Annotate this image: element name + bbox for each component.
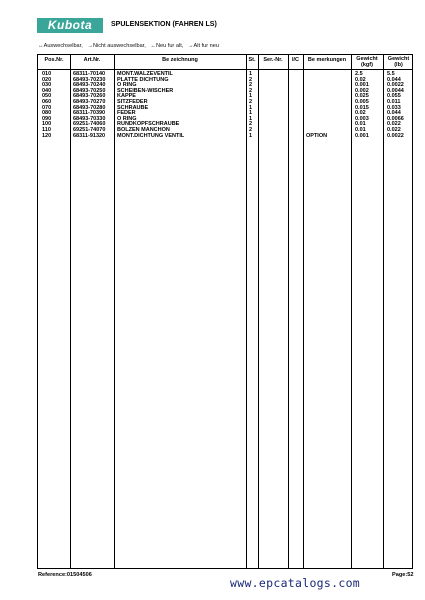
quantity-cell: 1 (249, 93, 253, 100)
quantity-cell: 2 (249, 82, 253, 89)
column-divider (303, 55, 304, 568)
weight-kgf-cell: 2.5 (355, 71, 363, 77)
bezeichnung-cell: MONT.WALZEVENTIL (117, 71, 173, 77)
legend-old-for-new: →Alt fur neu (187, 43, 219, 49)
art-nr-cell: 68311-91320 (73, 132, 106, 139)
page-number: Page:52 (392, 572, 414, 578)
weight-lb-cell: 5.5 (387, 71, 395, 77)
column-divider (258, 55, 259, 568)
quantity-cell: 2 (249, 76, 253, 83)
art-nr-cell: 68493-70270 (73, 99, 106, 105)
header-ic: I/C (291, 57, 300, 63)
quantity-cell: 2 (249, 99, 253, 105)
quantity-cell: 1 (249, 132, 253, 139)
header-gewicht-kgf-line2: (kgf) (361, 62, 373, 68)
weight-kgf-cell: 0.001 (355, 132, 369, 139)
pos-nr-cell: 100 (42, 121, 52, 128)
quantity-cell: 2 (249, 121, 253, 128)
column-divider (70, 55, 71, 568)
weight-lb-cell: 0.0044 (387, 87, 404, 94)
bezeichnung-cell: SCHEIBEN-WISCHER (117, 87, 174, 94)
art-nr-cell: 68493-70330 (73, 115, 106, 122)
quantity-cell: 1 (249, 110, 253, 117)
header-ser-nr: Ser.-Nr. (263, 57, 283, 63)
quantity-cell: 2 (249, 87, 253, 94)
bezeichnung-cell: PLATTE DICHTUNG (117, 76, 169, 83)
header-gewicht-lb (383, 56, 414, 68)
art-nr-cell: 68311-70140 (73, 71, 106, 77)
weight-lb-cell: 0.044 (387, 110, 401, 117)
column-divider (288, 55, 289, 568)
bezeichnung-cell: O RING (117, 115, 137, 122)
weight-lb-cell: 0.033 (387, 104, 401, 111)
art-nr-cell: 68493-70250 (73, 87, 106, 94)
quantity-cell: 1 (249, 115, 253, 122)
pos-nr-cell: 030 (42, 82, 52, 89)
legend-interchangeable: ↔Auswechselbar, (38, 43, 83, 49)
interchangeability-legend (38, 43, 222, 49)
weight-kgf-cell: 0.015 (355, 104, 369, 111)
art-nr-cell: 68493-70280 (73, 104, 106, 111)
art-nr-cell: 68493-70230 (73, 76, 106, 83)
bezeichnung-cell: O RING (117, 82, 137, 89)
bezeichnung-cell: SCHRAUBE (117, 104, 149, 111)
bemerkungen-cell: OPTION (306, 132, 328, 139)
bezeichnung-cell: SITZFEDER (117, 99, 148, 105)
bezeichnung-cell: MONT.DICHTUNG VENTIL (117, 132, 185, 139)
watermark: www.epcatalogs.com (230, 576, 361, 590)
header-pos-nr: Pos.Nr. (44, 57, 64, 63)
header-gewicht-kgf-line1: Gewicht (356, 56, 378, 62)
art-nr-cell: 69251-74060 (73, 121, 106, 128)
header-st: St. (248, 57, 256, 63)
header-art-nr: Art.Nr. (83, 57, 101, 63)
weight-kgf-cell: 0.01 (355, 121, 366, 128)
pos-nr-cell: 010 (42, 71, 52, 77)
bezeichnung-cell: BOLZEN MANCHON (117, 127, 170, 133)
pos-nr-cell: 060 (42, 99, 52, 105)
bezeichnung-cell: KAPPE (117, 93, 136, 100)
header-bezeichnung: Be zeichnung (162, 57, 198, 63)
pos-nr-cell: 020 (42, 76, 52, 83)
weight-kgf-cell: 0.02 (355, 76, 366, 83)
weight-lb-cell: 0.055 (387, 93, 401, 100)
weight-kgf-cell: 0.002 (355, 87, 369, 94)
weight-kgf-cell: 0.025 (355, 93, 369, 100)
art-nr-cell: 68493-70260 (73, 93, 106, 100)
column-divider (351, 55, 352, 568)
pos-nr-cell: 040 (42, 87, 52, 94)
quantity-cell: 1 (249, 71, 253, 77)
weight-kgf-cell: 0.001 (355, 82, 369, 89)
page-title: SPULENSEKTION (FAHREN LS) (111, 21, 217, 28)
reference-number: Reference:01504506 (38, 572, 92, 578)
art-nr-cell: 69251-74070 (73, 127, 106, 133)
art-nr-cell: 68493-70240 (73, 82, 106, 89)
weight-kgf-cell: 0.005 (355, 99, 369, 105)
pos-nr-cell: 050 (42, 93, 52, 100)
column-divider (246, 55, 247, 568)
weight-kgf-cell: 0.01 (355, 127, 366, 133)
quantity-cell: 1 (249, 104, 253, 111)
parts-table (37, 54, 413, 569)
header-bemerkungen: Be merkungen (307, 57, 347, 63)
weight-lb-cell: 0.022 (387, 121, 401, 128)
header-gewicht-lb-line2: (lb) (394, 62, 403, 68)
weight-lb-cell: 0.0066 (387, 115, 404, 122)
quantity-cell: 2 (249, 127, 253, 133)
header-divider (38, 69, 412, 70)
weight-lb-cell: 0.0022 (387, 82, 404, 89)
weight-lb-cell: 0.044 (387, 76, 401, 83)
weight-kgf-cell: 0.003 (355, 115, 369, 122)
weight-lb-cell: 0.022 (387, 127, 401, 133)
column-divider (383, 55, 384, 568)
header-gewicht-kgf (351, 56, 383, 68)
pos-nr-cell: 080 (42, 110, 52, 117)
pos-nr-cell: 090 (42, 115, 52, 122)
weight-lb-cell: 0.0022 (387, 132, 404, 139)
column-divider (114, 55, 115, 568)
pos-nr-cell: 070 (42, 104, 52, 111)
header-gewicht-lb-line1: Gewicht (387, 56, 410, 62)
legend-not-interchangeable: →Nicht auswechselbar, (87, 43, 146, 49)
pos-nr-cell: 120 (42, 132, 52, 139)
pos-nr-cell: 110 (42, 127, 51, 133)
bezeichnung-cell: FEDER (117, 110, 136, 117)
weight-lb-cell: 0.011 (387, 99, 401, 105)
kubota-logo: Kubota (37, 18, 103, 33)
weight-kgf-cell: 0.02 (355, 110, 366, 117)
bezeichnung-cell: RUNDKOPFSCHRAUBE (117, 121, 180, 128)
art-nr-cell: 68311-70390 (73, 110, 106, 117)
legend-new-for-old: ←Neu fur alt, (150, 43, 184, 49)
